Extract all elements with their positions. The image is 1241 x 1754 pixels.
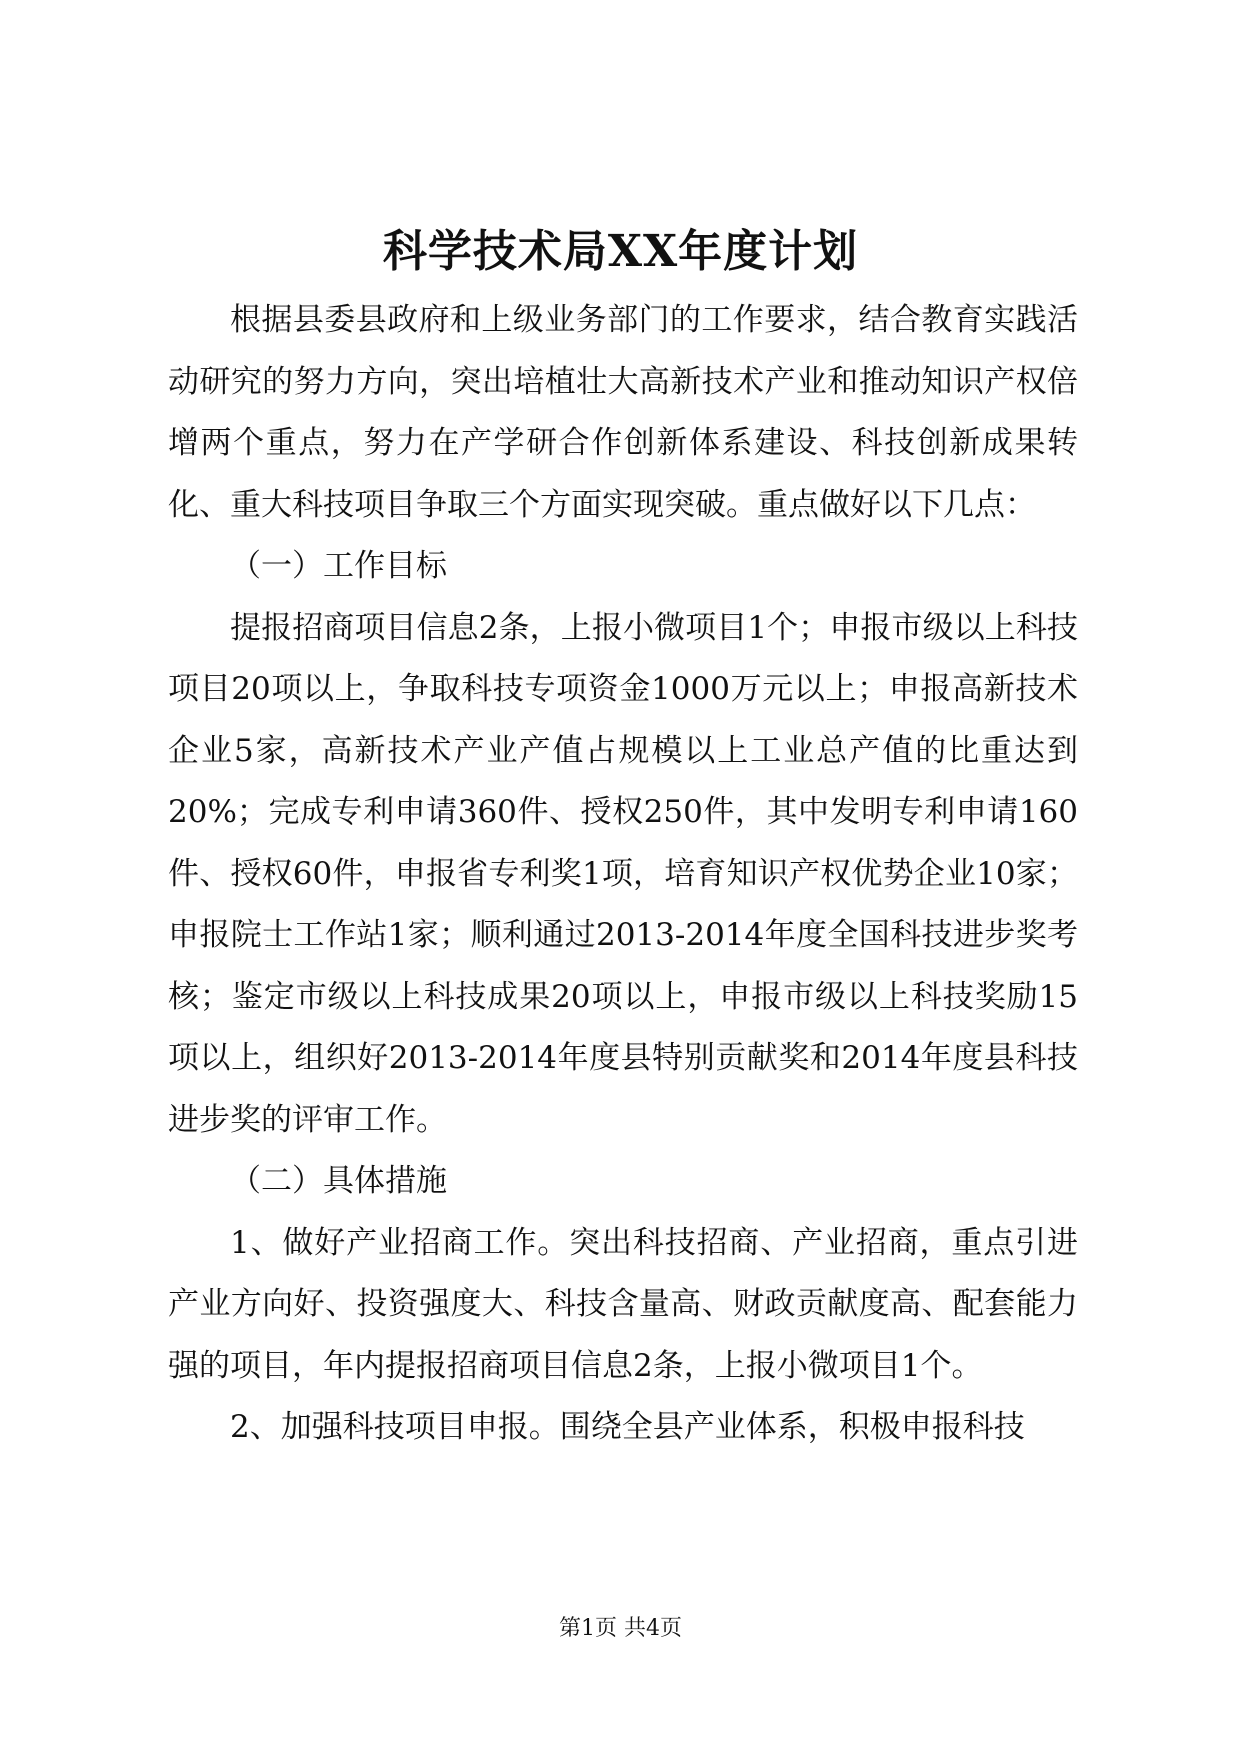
document-title: 科学技术局XX年度计划	[382, 226, 859, 277]
document-body	[168, 290, 1078, 1459]
section-heading-measures: （二）具体措施	[230, 1163, 447, 1199]
paragraph-intro: 根据县委县政府和上级业务部门的工作要求，结合教育实践活动研究的努力方向，突出培植壮大高新技术产业和推动知识产权倍增两个重点，努力在产学研合作创新体系建设、科技创新成果转化、重大科技项目争取三个方面实现突破。重点做好以下几点：	[168, 302, 1078, 523]
paragraph-goals: 提报招商项目信息2条，上报小微项目1个；申报市级以上科技项目20项以上，争取科技专项资金1000万元以上；申报高新技术企业5家，高新技术产业产值占规模以上工业总产值的比重达到20%；完成专利申请360件、授权250件，其中发明专利申请160件、授权60件，申报省专利奖1项，培育知识产权优势企业10家；申报院士工作站1家；顺利通过2013-2014年度全国科技进步奖考核；鉴定市级以上科技成果20项以上，申报市级以上科技奖励15项以上，组织好2013-2014年度县特别贡献奖和2014年度县科技进步奖的评审工作。	[168, 609, 1078, 1138]
paragraph-measure-2: 2、加强科技项目申报。围绕全县产业体系，积极申报科技	[230, 1409, 1025, 1445]
paragraph-measure-1: 1、做好产业招商工作。突出科技招商、产业招商，重点引进产业方向好、投资强度大、科技含量高、财政贡献度高、配套能力强的项目，年内提报招商项目信息2条，上报小微项目1个。	[168, 1224, 1078, 1384]
section-heading-goals: （一）工作目标	[230, 548, 447, 584]
page-number-footer: 第1页 共4页	[559, 1616, 682, 1641]
